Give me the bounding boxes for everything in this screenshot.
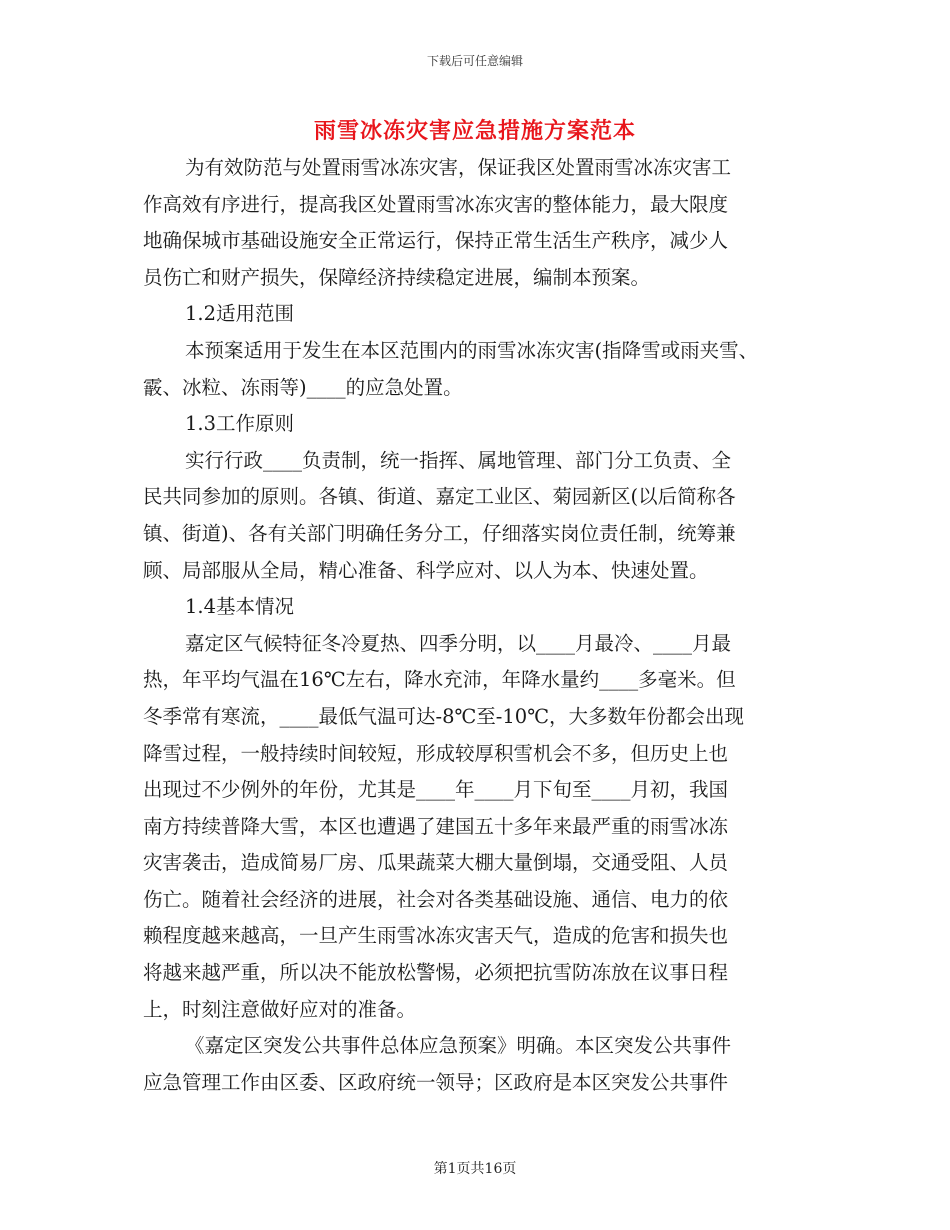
text-line: 1.4基本情况 (185, 595, 295, 619)
header-note: 下载后可任意编辑 (426, 54, 523, 68)
text-line: 上，时刻注意做好应对的准备。 (143, 997, 417, 1021)
text-line: 员伤亡和财产损失，保障经济持续稳定进展，编制本预案。 (143, 265, 651, 289)
text-line: 《嘉定区突发公共事件总体应急预案》明确。本区突发公共事件 (185, 1034, 732, 1058)
text-line: 热，年平均气温在16℃左右，降水充沛，年降水量约____多毫米。但 (143, 668, 736, 692)
page-footer: 第1页共16页 (433, 1161, 517, 1177)
text-line: 出现过不少例外的年份，尤其是____年____月下旬至____月初，我国 (143, 778, 729, 802)
text-line: 本预案适用于发生在本区范围内的雨雪冰冻灾害(指降雪或雨夹雪、 (185, 338, 759, 362)
text-line: 实行行政____负责制，统一指挥、属地管理、部门分工负责、全 (185, 448, 732, 472)
text-line: 为有效防范与处置雨雪冰冻灾害，保证我区处置雨雪冰冻灾害工 (185, 156, 732, 179)
text-line: 南方持续普降大雪，本区也遭遇了建国五十多年来最严重的雨雪冰冻 (143, 814, 729, 838)
text-line: 地确保城市基础设施安全正常运行，保持正常生活生产秩序，减少人 (143, 229, 729, 253)
text-line: 将越来越严重，所以决不能放松警惕，必须把抗雪防冻放在议事日程 (143, 961, 729, 985)
text-line: 镇、街道)、各有关部门明确任务分工，仔细落实岗位责任制，统筹兼 (143, 521, 736, 545)
text-line: 应急管理工作由区委、区政府统一领导；区政府是本区突发公共事件 (143, 1070, 729, 1094)
text-line: 1.3工作原则 (185, 412, 295, 436)
document-title: 雨雪冰冻灾害应急措施方案范本 (313, 118, 636, 144)
text-line: 赖程度越来越高，一旦产生雨雪冰冻灾害天气，造成的危害和损失也 (143, 924, 729, 948)
text-line: 作高效有序进行，提高我区处置雨雪冰冻灾害的整体能力，最大限度 (143, 192, 729, 216)
text-line: 降雪过程，一般持续时间较短，形成较厚积雪机会不多，但历史上也 (143, 741, 729, 765)
text-line: 伤亡。随着社会经济的进展，社会对各类基础设施、通信、电力的依 (143, 887, 729, 911)
text-line: 霰、冰粒、冻雨等)____的应急处置。 (143, 375, 463, 399)
text-line: 顾、局部服从全局，精心准备、科学应对、以人为本、快速处置。 (143, 558, 709, 582)
text-line: 民共同参加的原则。各镇、街道、嘉定工业区、菊园新区(以后简称各 (143, 485, 736, 509)
text-line: 灾害袭击，造成简易厂房、瓜果蔬菜大棚大量倒塌，交通受阻、人员 (143, 851, 729, 875)
document-body (143, 150, 808, 1101)
text-line: 嘉定区气候特征冬冷夏热、四季分明，以____月最冷、____月最 (185, 631, 732, 655)
text-line: 1.2适用范围 (185, 302, 295, 326)
text-line: 冬季常有寒流，____最低气温可达-8℃至-10℃，大多数年份都会出现 (143, 704, 745, 728)
